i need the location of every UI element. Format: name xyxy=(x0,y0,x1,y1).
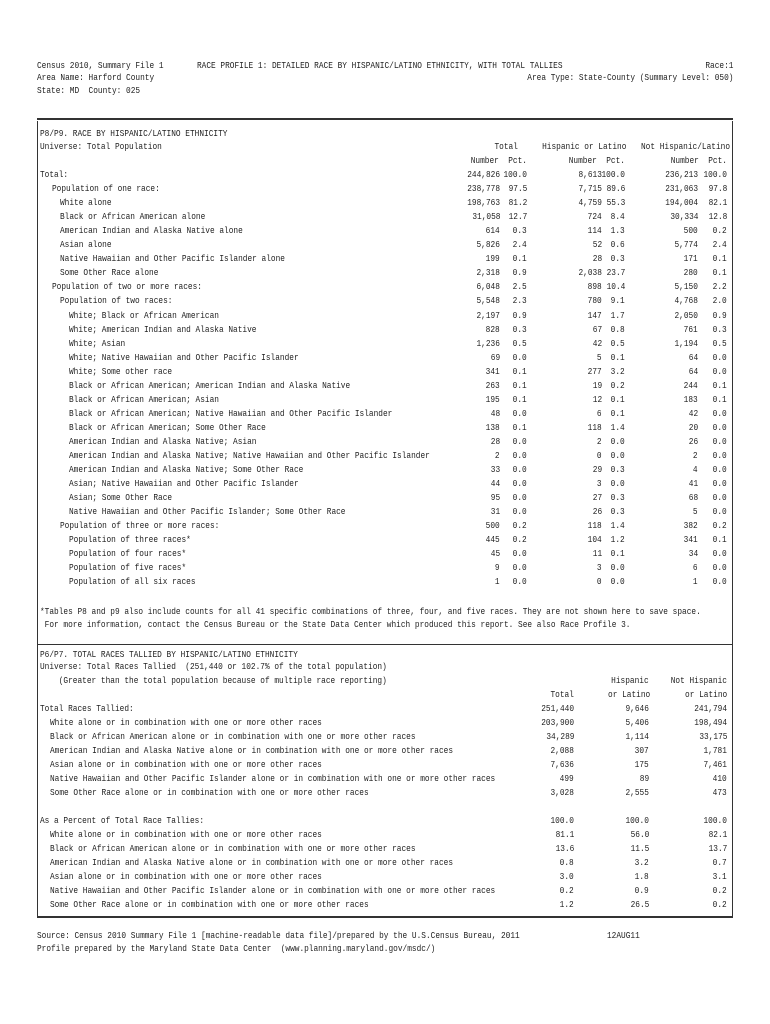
s1-row-value: 0.2 xyxy=(712,225,727,237)
s1-row-value: 0.1 xyxy=(712,379,727,391)
s2-row-value: 0.2 xyxy=(559,885,574,896)
s1-row-value: 0.2 xyxy=(512,534,527,546)
s1-row-label: Population of four races* xyxy=(69,548,187,560)
top-rule xyxy=(37,118,733,120)
s2-row-value: 175 xyxy=(634,759,649,770)
s1-row-value: 6 xyxy=(597,407,602,419)
s2-row-value: 473 xyxy=(712,787,727,798)
s1-row-value: 0.3 xyxy=(610,492,625,504)
s1-row-label: Asian alone xyxy=(60,239,112,251)
s2-row-value: 56.0 xyxy=(630,829,649,840)
s1-row-value: 0 xyxy=(597,450,602,461)
s1-row-value: 23.7 xyxy=(606,267,625,279)
s1-row-value: 0.1 xyxy=(512,253,527,265)
s1-row-value: 100.0 xyxy=(703,169,727,180)
race-label: Race:1 xyxy=(704,60,733,71)
s1-row-value: 0.1 xyxy=(712,393,727,405)
s1-row-value: 0.0 xyxy=(512,478,527,490)
s2-row-value: 1,114 xyxy=(625,731,649,742)
s2-row-value: 410 xyxy=(712,773,727,784)
s1-row-value: 12.8 xyxy=(708,211,727,223)
s1-row-value: 280 xyxy=(683,267,698,279)
s1-row-value: 0.0 xyxy=(512,506,527,518)
s1-row-label: Asian; Native Hawaiian and Other Pacific Islander xyxy=(69,478,299,490)
s1-row-value: 8,613 xyxy=(578,169,602,180)
s1-row-label: Population of three races* xyxy=(69,534,191,546)
s1-row-value: 0.0 xyxy=(712,576,727,588)
s1-row-value: 2.2 xyxy=(712,281,727,293)
s1-row-label: Population of two races: xyxy=(60,295,173,307)
s1-row-value: 6 xyxy=(693,562,698,574)
s1-row-value: 0.3 xyxy=(610,506,625,518)
s1-row-value: 0.2 xyxy=(512,520,527,532)
s1-row-value: 500 xyxy=(485,520,500,532)
s1-row-value: 0.0 xyxy=(512,435,527,447)
s1-row-value: 0.0 xyxy=(512,548,527,560)
s1-row-value: 100.0 xyxy=(503,169,527,180)
s1-row-value: 0.5 xyxy=(512,337,527,349)
s2-row-value: 13.6 xyxy=(555,843,574,854)
s1-row-value: 0.1 xyxy=(610,393,625,405)
s2-row-label: Asian alone or in combination with one or more other races xyxy=(50,871,322,882)
s1-row-value: 0.0 xyxy=(712,421,727,433)
s1-row-value: 147 xyxy=(587,309,602,321)
s1-row-value: 0.2 xyxy=(712,520,727,532)
footnote-1: *Tables P8 and p9 also include counts for all 41 specific combinations of three, four, and five races. They are not shown here to save space. xyxy=(40,606,701,617)
s1-row-value: 0.0 xyxy=(512,576,527,588)
s1-row-value: 44 xyxy=(490,478,500,490)
s2-row-value: 251,440 xyxy=(541,703,574,714)
s1-row-value: 0.1 xyxy=(512,365,527,377)
s1-row-value: 2.5 xyxy=(512,281,527,293)
s1-row-value: 0.0 xyxy=(610,576,625,588)
s1-row-value: 171 xyxy=(683,253,698,265)
s1-row-value: 29 xyxy=(592,464,602,476)
s1-row-value: 0.3 xyxy=(712,323,727,335)
s2-row-label: Some Other Race alone or in combination with one or more other races xyxy=(50,899,369,910)
s1-row-value: 1.7 xyxy=(610,309,625,321)
s1-row-label: Total: xyxy=(40,169,69,180)
s1-row-value: 4,759 xyxy=(578,197,602,209)
s1-row-value: 68 xyxy=(688,492,698,504)
sub-head-total: Number Pct. xyxy=(470,155,527,166)
s1-row-value: 198,763 xyxy=(467,197,500,209)
s1-row-value: 9 xyxy=(495,562,500,574)
s1-row-label: Black or African American; Native Hawaiian and Other Pacific Islander xyxy=(69,407,393,419)
s2-row-value: 241,794 xyxy=(694,703,727,714)
s1-row-value: 341 xyxy=(683,534,698,546)
s1-row-value: 0.1 xyxy=(610,407,625,419)
s1-row-value: 42 xyxy=(688,407,698,419)
s2-row-value: 3.2 xyxy=(634,857,649,868)
s1-row-value: 0.0 xyxy=(610,435,625,447)
s1-row-value: 138 xyxy=(485,421,500,433)
s2-row-value: 1.2 xyxy=(559,899,574,910)
s2-row-label: Black or African American alone or in combination with one or more other races xyxy=(50,731,416,742)
s1-row-value: 828 xyxy=(485,323,500,335)
s1-row-value: 4,768 xyxy=(674,295,698,307)
s1-row-value: 2 xyxy=(495,450,500,461)
header-left-3: State: MD County: 025 xyxy=(37,85,141,96)
s2-row-value: 0.8 xyxy=(559,857,574,868)
s1-row-value: 2,197 xyxy=(476,309,500,321)
s1-row-value: 0.0 xyxy=(712,351,727,363)
s2-row-value: 100.0 xyxy=(703,815,727,826)
s1-row-value: 26 xyxy=(688,435,698,447)
s1-row-value: 5,774 xyxy=(674,239,698,251)
s1-row-label: American Indian and Alaska Native alone xyxy=(60,225,243,237)
s1-row-label: Population of three or more races: xyxy=(60,520,220,532)
s2-row-label: White alone or in combination with one or more other races xyxy=(50,829,322,840)
s1-row-value: 0.0 xyxy=(712,478,727,490)
s1-row-label: White alone xyxy=(60,197,112,209)
s1-row-value: 0.0 xyxy=(512,450,527,461)
s1-row-value: 382 xyxy=(683,520,698,532)
s1-row-value: 45 xyxy=(490,548,500,560)
s1-row-label: Black or African American alone xyxy=(60,211,206,223)
sub-head-hispanic: Number Pct. xyxy=(568,155,625,166)
s1-row-value: 0.0 xyxy=(712,492,727,504)
section2-title: P6/P7. TOTAL RACES TALLIED BY HISPANIC/LATINO ETHNICITY xyxy=(40,649,298,660)
s1-row-label: Native Hawaiian and Other Pacific Islander alone xyxy=(60,253,285,265)
s2-row-value: 0.2 xyxy=(712,885,727,896)
s2-row-value: 13.7 xyxy=(708,843,727,854)
s1-row-value: 11 xyxy=(592,548,602,560)
s1-row-value: 0.8 xyxy=(610,323,625,335)
s1-row-value: 19 xyxy=(592,379,602,391)
s2-row-value: 0.9 xyxy=(634,885,649,896)
s1-row-value: 0.1 xyxy=(512,421,527,433)
s1-row-value: 67 xyxy=(592,323,602,335)
s1-row-value: 0.0 xyxy=(712,464,727,476)
report-title: RACE PROFILE 1: DETAILED RACE BY HISPANIC/LATINO ETHNICITY, WITH TOTAL TALLIES xyxy=(197,60,563,71)
footnote-2: For more information, contact the Census Bureau or the State Data Center which produced this report. See also Race Profile 3. xyxy=(40,619,631,630)
s1-row-value: 0.0 xyxy=(512,562,527,574)
s1-row-value: 0.1 xyxy=(712,253,727,265)
col-head-total: Total xyxy=(494,141,518,152)
s1-row-value: 244 xyxy=(683,379,698,391)
s1-row-value: 89.6 xyxy=(606,183,625,195)
s1-row-label: Asian; Some Other Race xyxy=(69,492,173,504)
s1-row-value: 9.1 xyxy=(610,295,625,307)
s2-row-value: 2,088 xyxy=(550,745,574,756)
s1-row-value: 41 xyxy=(688,478,698,490)
s2-row-label: As a Percent of Total Race Tallies: xyxy=(40,815,205,826)
s1-row-value: 1,194 xyxy=(674,337,698,349)
s1-row-value: 55.3 xyxy=(606,197,625,209)
s1-row-label: Black or African American; Asian xyxy=(69,393,219,405)
s1-row-value: 199 xyxy=(485,253,500,265)
s1-row-value: 0.0 xyxy=(712,548,727,560)
s1-row-value: 0.0 xyxy=(512,492,527,504)
s1-row-value: 1 xyxy=(693,576,698,588)
s1-row-label: Some Other Race alone xyxy=(60,267,159,279)
s1-row-value: 1.4 xyxy=(610,421,625,433)
s2-row-label: Asian alone or in combination with one or more other races xyxy=(50,759,322,770)
s1-row-value: 100.0 xyxy=(601,169,625,180)
col2-head-hispanic-2: or Latino xyxy=(607,689,650,700)
report-date: 12AUG11 xyxy=(607,930,640,941)
s1-row-value: 27 xyxy=(592,492,602,504)
s1-row-value: 445 xyxy=(485,534,500,546)
s1-row-value: 1 xyxy=(495,576,500,588)
s2-row-value: 11.5 xyxy=(630,843,649,854)
s1-row-value: 4 xyxy=(693,464,698,476)
s1-row-label: Population of two or more races: xyxy=(52,281,202,293)
s1-row-value: 236,213 xyxy=(665,169,698,180)
s1-row-value: 2.0 xyxy=(712,295,727,307)
s1-row-value: 95 xyxy=(490,492,500,504)
source-line: Source: Census 2010 Summary File 1 [machine-readable data file]/prepared by the U.S.Census Bureau, 2011 xyxy=(37,930,520,941)
s1-row-value: 0.3 xyxy=(512,323,527,335)
s1-row-label: Population of one race: xyxy=(52,183,160,195)
s1-row-label: American Indian and Alaska Native; Asian xyxy=(69,435,257,447)
s1-row-value: 52 xyxy=(592,239,602,251)
s2-row-value: 34,289 xyxy=(545,731,574,742)
s1-row-value: 0.9 xyxy=(712,309,727,321)
s2-row-value: 1.8 xyxy=(634,871,649,882)
s1-row-value: 183 xyxy=(683,393,698,405)
s1-row-value: 0.0 xyxy=(512,464,527,476)
s2-row-value: 1,781 xyxy=(703,745,727,756)
s1-row-value: 64 xyxy=(688,365,698,377)
s1-row-value: 30,334 xyxy=(669,211,698,223)
s1-row-value: 3.2 xyxy=(610,365,625,377)
s1-row-value: 2.3 xyxy=(512,295,527,307)
s2-row-value: 89 xyxy=(639,773,649,784)
section1-title: P8/P9. RACE BY HISPANIC/LATINO ETHNICITY xyxy=(40,128,228,139)
s1-row-value: 0.0 xyxy=(712,365,727,377)
s2-row-label: Native Hawaiian and Other Pacific Islander alone or in combination with one or more other races xyxy=(50,773,496,784)
s1-row-value: 1.3 xyxy=(610,225,625,237)
left-border xyxy=(37,121,38,918)
s2-row-label: White alone or in combination with one or more other races xyxy=(50,717,322,728)
s1-row-value: 0.1 xyxy=(512,379,527,391)
s1-row-value: 97.8 xyxy=(708,183,727,195)
s1-row-label: White; Some other race xyxy=(69,365,173,377)
s1-row-value: 614 xyxy=(485,225,500,237)
s2-row-value: 307 xyxy=(634,745,649,756)
s2-row-value: 198,494 xyxy=(694,717,727,728)
s1-row-value: 0.1 xyxy=(712,534,727,546)
s1-row-value: 0.1 xyxy=(610,548,625,560)
s1-row-value: 118 xyxy=(587,421,602,433)
s2-row-label: Black or African American alone or in combination with one or more other races xyxy=(50,843,416,854)
s2-row-value: 7,461 xyxy=(703,759,727,770)
s2-row-label: American Indian and Alaska Native alone or in combination with one or more other races xyxy=(50,745,454,756)
s1-row-value: 0.6 xyxy=(610,239,625,251)
s1-row-value: 2.4 xyxy=(712,239,727,251)
s2-row-value: 100.0 xyxy=(550,815,574,826)
s2-row-value: 3,028 xyxy=(550,787,574,798)
s1-row-value: 898 xyxy=(587,281,602,293)
s2-row-value: 5,406 xyxy=(625,717,649,728)
s2-row-label: Native Hawaiian and Other Pacific Islander alone or in combination with one or more other races xyxy=(50,885,496,896)
s1-row-value: 0.3 xyxy=(610,253,625,265)
s2-row-value: 33,175 xyxy=(698,731,727,742)
s1-row-value: 12 xyxy=(592,393,602,405)
s1-row-value: 20 xyxy=(688,421,698,433)
s2-row-value: 3.1 xyxy=(712,871,727,882)
s1-row-value: 0.0 xyxy=(712,562,727,574)
s1-row-value: 31,058 xyxy=(471,211,500,223)
s1-row-value: 263 xyxy=(485,379,500,391)
s1-row-value: 48 xyxy=(490,407,500,419)
s1-row-value: 5,826 xyxy=(476,239,500,251)
s1-row-value: 5,548 xyxy=(476,295,500,307)
section-divider xyxy=(37,644,733,645)
s1-row-value: 1.2 xyxy=(610,534,625,546)
s1-row-label: White; Native Hawaiian and Other Pacific Islander xyxy=(69,351,299,363)
s1-row-label: Black or African American; American Indian and Alaska Native xyxy=(69,379,351,391)
s1-row-value: 0.1 xyxy=(610,351,625,363)
s1-row-label: Native Hawaiian and Other Pacific Islander; Some Other Race xyxy=(69,506,346,518)
s1-row-value: 28 xyxy=(592,253,602,265)
s1-row-value: 34 xyxy=(688,548,698,560)
col2-head-hispanic-1: Hispanic xyxy=(611,675,649,686)
s1-row-label: Black or African American; Some Other Race xyxy=(69,421,266,433)
s2-row-label: American Indian and Alaska Native alone or in combination with one or more other races xyxy=(50,857,454,868)
s1-row-label: American Indian and Alaska Native; Native Hawaiian and Other Pacific Islander xyxy=(69,450,430,461)
s1-row-value: 1,236 xyxy=(476,337,500,349)
s2-row-value: 3.0 xyxy=(559,871,574,882)
s1-row-value: 2.4 xyxy=(512,239,527,251)
s2-row-value: 203,900 xyxy=(541,717,574,728)
col2-head-total: Total xyxy=(550,689,574,700)
s1-row-value: 97.5 xyxy=(508,183,527,195)
s1-row-value: 5 xyxy=(597,351,602,363)
s1-row-label: White; American Indian and Alaska Native xyxy=(69,323,257,335)
s1-row-value: 2,318 xyxy=(476,267,500,279)
s1-row-label: White; Asian xyxy=(69,337,126,349)
s2-row-label: Some Other Race alone or in combination with one or more other races xyxy=(50,787,369,798)
s2-row-value: 26.5 xyxy=(630,899,649,910)
section2-universe-note: (Greater than the total population because of multiple race reporting) xyxy=(40,675,387,686)
col-head-hispanic: Hispanic or Latino xyxy=(541,141,626,152)
s2-row-value: 0.7 xyxy=(712,857,727,868)
s1-row-value: 28 xyxy=(490,435,500,447)
sub-head-not-hispanic: Number Pct. xyxy=(670,155,727,166)
bottom-rule xyxy=(37,916,733,918)
s1-row-value: 31 xyxy=(490,506,500,518)
s1-row-value: 69 xyxy=(490,351,500,363)
s1-row-value: 0.0 xyxy=(610,478,625,490)
s1-row-value: 0.0 xyxy=(610,450,625,461)
col2-head-not-hispanic-1: Not Hispanic xyxy=(670,675,727,686)
s1-row-value: 0.0 xyxy=(512,407,527,419)
s1-row-value: 0.0 xyxy=(712,506,727,518)
s1-row-value: 10.4 xyxy=(606,281,625,293)
s1-row-value: 12.7 xyxy=(508,211,527,223)
s1-row-value: 0.0 xyxy=(712,407,727,419)
s2-row-value: 100.0 xyxy=(625,815,649,826)
s1-row-value: 244,826 xyxy=(467,169,500,180)
s1-row-value: 238,778 xyxy=(467,183,500,195)
s1-row-value: 2,050 xyxy=(674,309,698,321)
s1-row-value: 1.4 xyxy=(610,520,625,532)
col-head-not-hispanic: Not Hispanic/Latino xyxy=(640,141,730,152)
section2-universe: Universe: Total Races Tallied (251,440 or 102.7% of the total population) xyxy=(40,661,387,672)
s1-row-value: 118 xyxy=(587,520,602,532)
right-border xyxy=(732,121,733,918)
s1-row-label: American Indian and Alaska Native; Some Other Race xyxy=(69,464,304,476)
s1-row-value: 3 xyxy=(597,478,602,490)
s1-row-value: 0.9 xyxy=(512,309,527,321)
header-left-2: Area Name: Harford County xyxy=(37,72,155,83)
s1-row-value: 8.4 xyxy=(610,211,625,223)
s1-row-value: 0.0 xyxy=(610,562,625,574)
s1-row-value: 82.1 xyxy=(708,197,727,209)
s1-row-value: 500 xyxy=(683,225,698,237)
s1-row-value: 81.2 xyxy=(508,197,527,209)
s2-row-value: 9,646 xyxy=(625,703,649,714)
s1-row-value: 0.9 xyxy=(512,267,527,279)
s1-row-value: 26 xyxy=(592,506,602,518)
s2-row-value: 499 xyxy=(559,773,574,784)
s1-row-value: 0.0 xyxy=(712,435,727,447)
s1-row-value: 195 xyxy=(485,393,500,405)
s1-row-value: 104 xyxy=(587,534,602,546)
s1-row-value: 3 xyxy=(597,562,602,574)
s1-row-value: 0.3 xyxy=(512,225,527,237)
s1-row-value: 0.0 xyxy=(712,450,727,461)
s1-row-label: White; Black or African American xyxy=(69,309,219,321)
s2-row-value: 0.2 xyxy=(712,899,727,910)
s1-row-value: 2 xyxy=(693,450,698,461)
s1-row-value: 0.2 xyxy=(610,379,625,391)
s1-row-value: 0.1 xyxy=(712,267,727,279)
s1-row-value: 114 xyxy=(587,225,602,237)
s1-row-value: 0.5 xyxy=(712,337,727,349)
s1-row-value: 0.5 xyxy=(610,337,625,349)
s1-row-value: 277 xyxy=(587,365,602,377)
col2-head-not-hispanic-2: or Latino xyxy=(684,689,727,700)
s1-row-value: 0.1 xyxy=(512,393,527,405)
section1-universe: Universe: Total Population xyxy=(40,141,162,152)
area-type: Area Type: State-County (Summary Level: 050) xyxy=(526,72,733,83)
s2-row-value: 7,636 xyxy=(550,759,574,770)
s1-row-value: 64 xyxy=(688,351,698,363)
s2-row-label: Total Races Tallied: xyxy=(40,703,134,714)
s1-row-value: 42 xyxy=(592,337,602,349)
s2-row-value: 82.1 xyxy=(708,829,727,840)
s1-row-value: 6,048 xyxy=(476,281,500,293)
s1-row-value: 7,715 xyxy=(578,183,602,195)
s1-row-value: 780 xyxy=(587,295,602,307)
s1-row-value: 0.0 xyxy=(512,351,527,363)
s1-row-value: 2,038 xyxy=(578,267,602,279)
s1-row-value: 5,150 xyxy=(674,281,698,293)
s1-row-label: Population of all six races xyxy=(69,576,196,588)
s1-row-value: 341 xyxy=(485,365,500,377)
s1-row-value: 5 xyxy=(693,506,698,518)
header-left-1: Census 2010, Summary File 1 xyxy=(37,60,164,71)
s1-row-value: 2 xyxy=(597,435,602,447)
s2-row-value: 81.1 xyxy=(555,829,574,840)
s1-row-value: 0.3 xyxy=(610,464,625,476)
s1-row-value: 33 xyxy=(490,464,500,476)
s1-row-value: 194,004 xyxy=(665,197,698,209)
s2-row-value: 2,555 xyxy=(625,787,649,798)
s1-row-value: 231,063 xyxy=(665,183,698,195)
s1-row-value: 761 xyxy=(683,323,698,335)
prepared-by: Profile prepared by the Maryland State Data Center (www.planning.maryland.gov/msdc/) xyxy=(37,943,436,954)
s1-row-label: Population of five races* xyxy=(69,562,187,574)
s1-row-value: 0 xyxy=(597,576,602,588)
s1-row-value: 724 xyxy=(587,211,602,223)
